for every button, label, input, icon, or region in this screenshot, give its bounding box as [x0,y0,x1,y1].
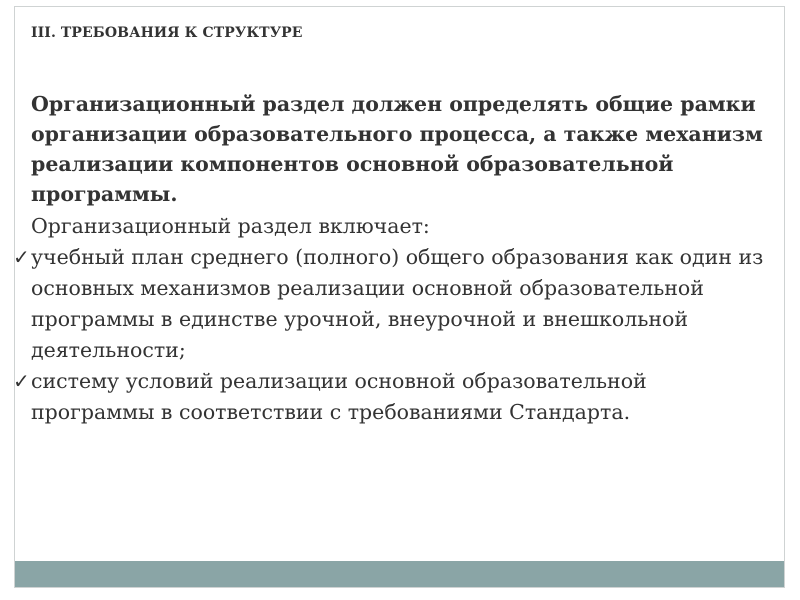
bullet-item [13,366,771,428]
bullet-text: систему условий реализации основной образовательной программы в соответствии с требованиями Стандарта. [31,369,647,424]
bullet-item [13,242,771,366]
slide-content [13,89,771,428]
bullet-text: учебный план среднего (полного) общего образования как один из основных механизмов реализации основной образовательной программы в единстве урочной, внеурочной и внешкольной деятельности; [31,245,764,362]
bottom-bar [15,561,784,587]
intro-line: Организационный раздел включает: [31,214,430,238]
check-icon: ✓ [13,369,30,393]
slide [14,6,785,588]
lead-paragraph: Организационный раздел должен определять общие рамки организации образовательного процесса, а также механизм реализации компонентов основной образовательной программы. [31,92,763,206]
section-heading: III. ТРЕБОВАНИЯ К СТРУКТУРЕ [31,25,303,41]
check-icon: ✓ [13,245,30,269]
